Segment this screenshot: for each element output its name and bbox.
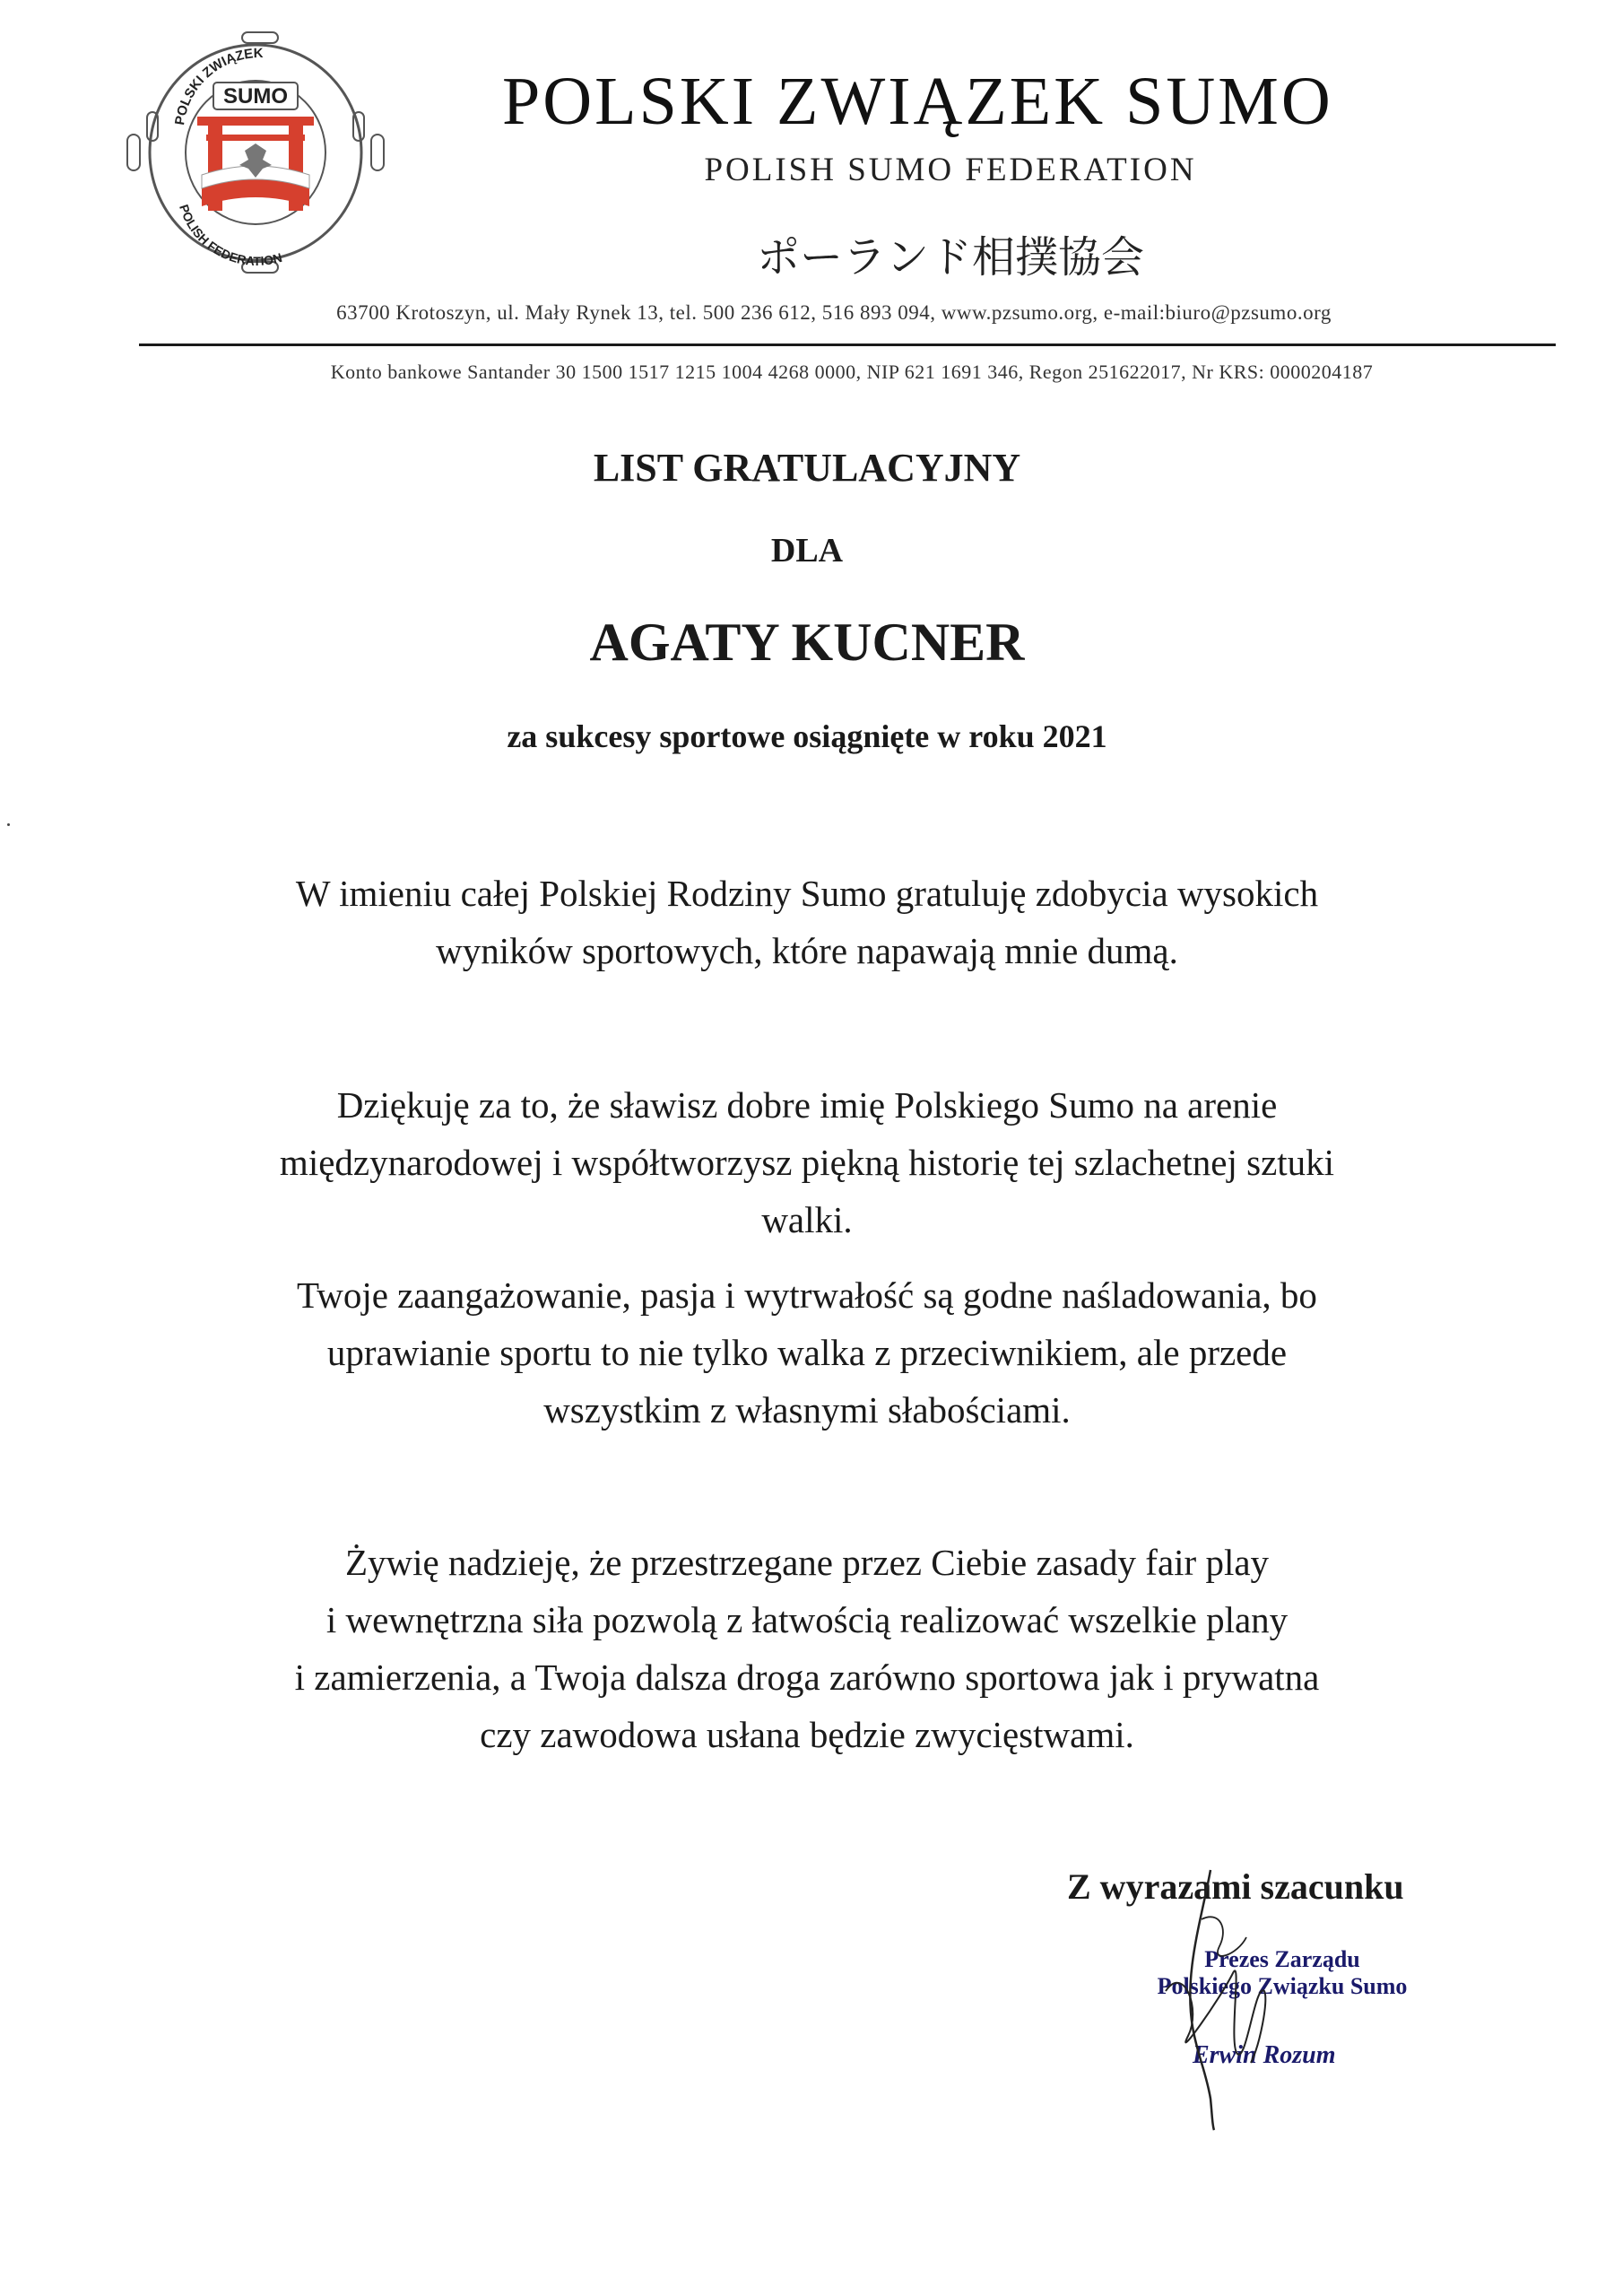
handwritten-signature-icon — [1148, 1866, 1309, 2135]
logo-center-text: SUMO — [223, 84, 288, 109]
paragraph-line: czy zawodowa usłana będzie zwycięstwami. — [480, 1714, 1134, 1755]
logo-ring-bottom-text: POLISH FEDERATION — [177, 202, 284, 268]
letter-recipient: AGATY KUCNER — [589, 613, 1025, 672]
paragraph-line: Twoje zaangażowanie, pasja i wytrwałość są godne naśladowania, bo — [297, 1274, 1317, 1316]
paragraph-line: walki. — [761, 1199, 853, 1240]
scan-speck — [7, 823, 10, 826]
paragraph-dedication — [179, 1266, 1435, 1439]
paragraph-line: W imieniu całej Polskiej Rodziny Sumo gratuluję zdobycia wysokich — [295, 873, 1319, 914]
org-address: 63700 Krotoszyn, ul. Mały Rynek 13, tel. 500 236 612, 516 893 094, www.pzsumo.org, e-mail:biuro@pzsumo.org — [336, 301, 1332, 324]
letter-for-word: DLA — [770, 532, 844, 570]
paragraph-line: międzynarodowej i współtworzysz piękną historię tej szlachetnej sztuki — [279, 1142, 1335, 1183]
letter-reason: za sukcesy sportowe osiągnięte w roku 2021 — [507, 718, 1107, 754]
paragraph-wishes — [179, 1534, 1435, 1763]
closing-phrase: Z wyrazami szacunku — [1067, 1866, 1404, 1907]
paragraph-line: i zamierzenia, a Twoja dalsza droga zarówno sportowa jak i prywatna — [294, 1657, 1320, 1698]
paragraph-line: uprawianie sportu to nie tylko walka z przeciwnikiem, ale przede — [326, 1332, 1288, 1373]
logo-ring-top-text: POLSKI ZWIĄZEK — [172, 46, 264, 126]
svg-text:POLISH FEDERATION — [177, 203, 283, 268]
paragraph-line: wszystkim z własnymi słabościami. — [543, 1389, 1071, 1431]
paragraph-congratulations — [179, 865, 1435, 979]
paragraph-line: wyników sportowych, które napawają mnie dumą. — [436, 930, 1178, 971]
sumo-federation-logo — [117, 27, 395, 278]
org-subtitle: POLISH SUMO FEDERATION — [704, 152, 1197, 188]
stamp-organization: Polskiego Związku Sumo — [1157, 1973, 1408, 1999]
letter-title: LIST GRATULACYJNY — [593, 446, 1021, 490]
org-bank-details: Konto bankowe Santander 30 1500 1517 1215 1004 4268 0000, NIP 621 1691 346, Regon 251622017, Nr KRS: 0000204187 — [330, 361, 1374, 383]
header-divider — [139, 344, 1556, 346]
stamp-signatory-name: Erwin Rozum — [1193, 2041, 1336, 2069]
paragraph-line: i wewnętrzna siła pozwolą z łatwością realizować wszelkie plany — [325, 1599, 1289, 1640]
paragraph-thanks — [179, 1076, 1435, 1248]
stamp-role: Prezes Zarządu — [1204, 1946, 1360, 1972]
org-title: POLSKI ZWIĄZEK SUMO — [502, 64, 1333, 139]
org-japanese-name: ポーランド相撲協会 — [756, 232, 1144, 283]
paragraph-line: Żywię nadzieję, że przestrzegane przez Ciebie zasady fair play — [344, 1542, 1270, 1583]
paragraph-line: Dziękuję za to, że sławisz dobre imię Polskiego Sumo na arenie — [336, 1084, 1278, 1126]
